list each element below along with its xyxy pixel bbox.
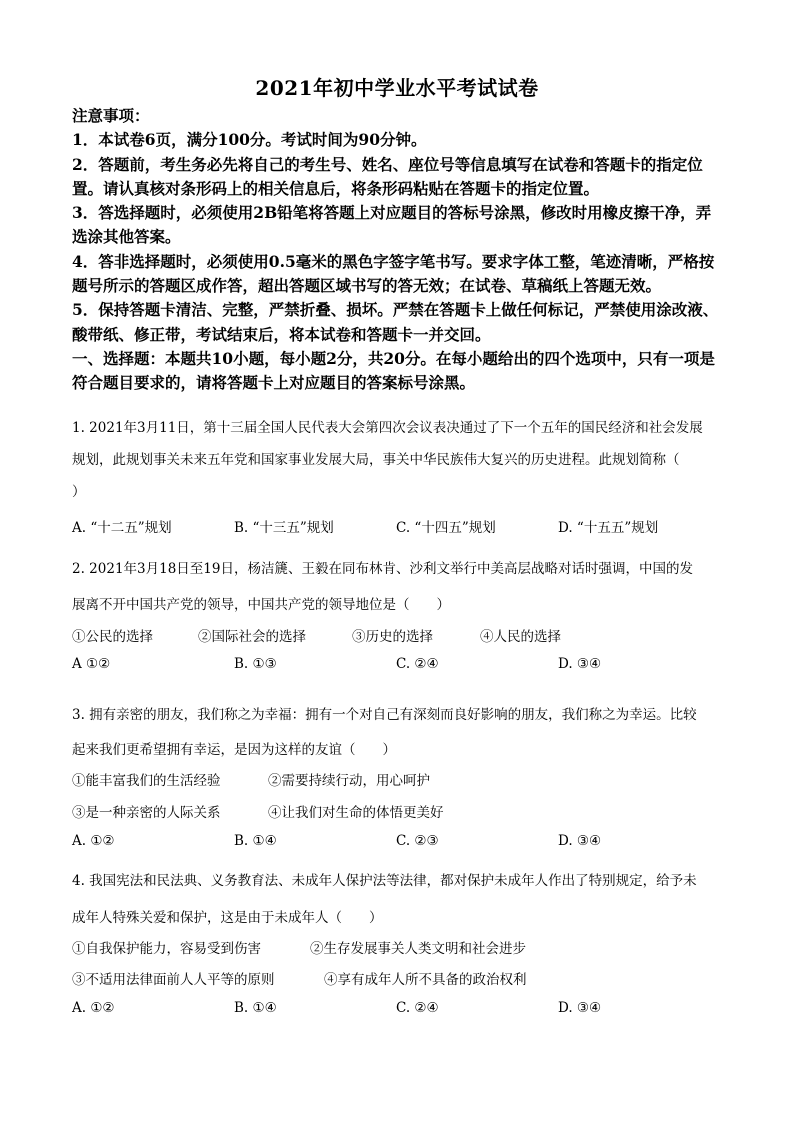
option-d: D. ③④ (558, 833, 602, 849)
question-4-options (72, 1000, 724, 1020)
statement: ③历史的选择 (352, 629, 433, 645)
option-a: A. ①② (72, 1000, 115, 1016)
option-a: A ①② (72, 656, 111, 672)
option-a: A. ①② (72, 833, 115, 849)
option-c: C. ②③ (396, 833, 439, 849)
statement: ④让我们对生命的体悟更美好 (268, 805, 444, 821)
notice-heading: 注意事项： (72, 106, 150, 125)
statement: ④享有成年人所不具备的政治权利 (324, 972, 527, 988)
option-d: D. ③④ (558, 1000, 602, 1016)
option-b: B. ①③ (234, 656, 277, 672)
page-title: 2021年初中学业水平考试试卷 (255, 76, 539, 100)
option-b: B. “十三五”规划 (234, 520, 334, 536)
notice-item: 3．答选择题时，必须使用2B铅笔将答题上对应题目的答标号涂黑，修改时用橡皮擦干净，弄选涂其他答案。 (72, 203, 712, 247)
question-3-line: 起来我们更希望拥有幸运，是因为这样的友谊（ ） (72, 742, 396, 758)
option-b: B. ①④ (234, 1000, 277, 1016)
statement: ③不适用法律面前人人平等的原则 (72, 972, 275, 988)
question-2-line: 2. 2021年3月18日至19日，杨洁篪、王毅在同布林肯、沙利文举行中美高层战略对话时强调，中国的发 (72, 561, 693, 577)
question-2-line: 展离不开中国共产党的领导，中国共产党的领导地位是（ ） (72, 597, 450, 613)
question-2-statements (72, 625, 724, 645)
statement: ②生存发展事关人类文明和社会进步 (310, 941, 526, 957)
statement: ③是一种亲密的人际关系 (72, 805, 221, 821)
question-4-statements-1 (72, 937, 724, 957)
question-2-options (72, 656, 724, 676)
notice-item: 2．答题前，考生务必先将自己的考生号、姓名、座位号等信息填写在试卷和答题卡的指定位置。请认真核对条形码上的相关信息后，将条形码粘贴在答题卡的指定位置。 (72, 154, 703, 198)
section-instructions: 一、选择题：本题共10小题，每小题2分，共20分。在每小题给出的四个选项中，只有一项是符合题目要求的，请将答题卡上对应题目的答案标号涂黑。 (72, 348, 715, 393)
question-3-statements-2 (72, 801, 724, 821)
statement: ②需要持续行动，用心呵护 (268, 773, 430, 789)
option-c: C. ②④ (396, 656, 439, 672)
question-1-line: ） (72, 484, 86, 500)
question-4-line: 4. 我国宪法和民法典、义务教育法、未成年人保护法等法律，都对保护未成年人作出了特别规定，给予未 (72, 873, 697, 889)
question-3-line: 3. 拥有亲密的朋友，我们称之为幸福：拥有一个对自己有深刻而良好影响的朋友，我们称之为幸运。比较 (72, 707, 697, 723)
notice-block (72, 104, 724, 396)
question-1-options (72, 516, 724, 536)
question-4-statements-2 (72, 968, 724, 988)
notice-item: 1．本试卷6页，满分100分。考试时间为90分钟。 (72, 130, 427, 150)
option-a: A. “十二五”规划 (72, 520, 172, 536)
option-b: B. ①④ (234, 833, 277, 849)
question-1-line: 1. 2021年3月11日，第十三届全国人民代表大会第四次会议表决通过了下一个五年的国民经济和社会发展 (72, 420, 703, 436)
question-3-statements-1 (72, 769, 724, 789)
statement: ④人民的选择 (480, 629, 561, 645)
option-d: D. ③④ (558, 656, 602, 672)
statement: ①自我保护能力，容易受到伤害 (72, 941, 261, 957)
statement: ②国际社会的选择 (198, 629, 306, 645)
notice-item: 4．答非选择题时，必须使用0.5毫米的黑色字签字笔书写。要求字体工整，笔迹清晰，严格按题号所示的答题区成作答，超出答题区域书写的答无效；在试卷、草稿纸上答题无效。 (72, 251, 715, 296)
question-3-options (72, 833, 724, 853)
question-1-line: 规划，此规划事关未来五年党和国家事业发展大局，事关中华民族伟大复兴的历史进程。此规划简称（ (72, 452, 680, 468)
option-d: D. “十五五”规划 (558, 520, 659, 536)
notice-item: 5．保持答题卡清洁、完整，严禁折叠、损坏。严禁在答题卡上做任何标记，严禁使用涂改液、酸带纸、修正带，考试结束后，将本试卷和答题卡一并交回。 (72, 300, 719, 344)
statement: ①能丰富我们的生活经验 (72, 773, 221, 789)
question-4-line: 成年人特殊关爱和保护，这是由于未成年人（ ） (72, 910, 383, 926)
option-c: C. ②④ (396, 1000, 439, 1016)
option-c: C. “十四五”规划 (396, 520, 496, 536)
statement: ①公民的选择 (72, 629, 153, 645)
